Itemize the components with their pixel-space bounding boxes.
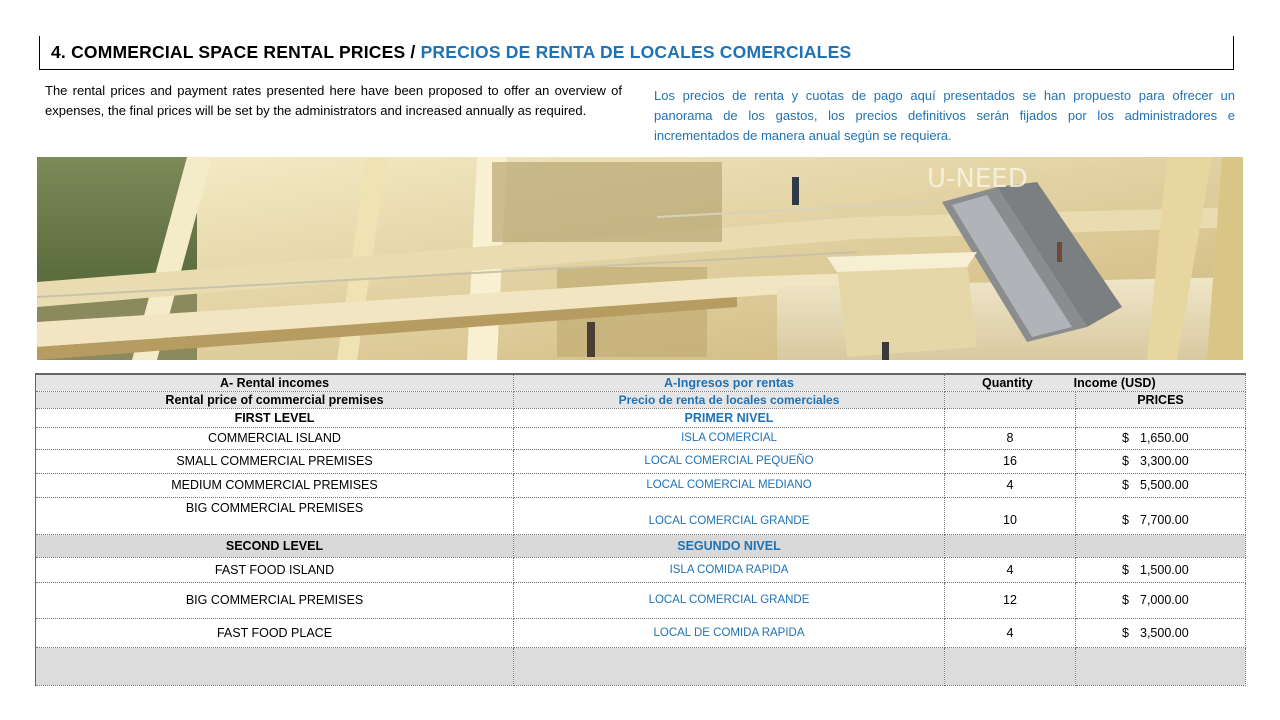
- mall-interior-rendering: [37, 157, 1243, 360]
- svg-text:U-NEED: U-NEED: [927, 164, 1028, 194]
- row-es: LOCAL COMERCIAL PEQUEÑO: [514, 449, 945, 473]
- table-row: [36, 427, 1246, 449]
- row-es: ISLA COMIDA RAPIDA: [514, 557, 945, 582]
- row-es: LOCAL COMERCIAL GRANDE: [514, 582, 945, 618]
- row-price: [1076, 557, 1246, 582]
- row-en: MEDIUM COMMERCIAL PREMISES: [36, 473, 514, 497]
- table-row: [36, 497, 1246, 534]
- subheader-empty: [945, 391, 1076, 408]
- row-quantity: 4: [945, 557, 1076, 582]
- second-level-english: SECOND LEVEL: [36, 534, 514, 557]
- row-quantity: 12: [945, 582, 1076, 618]
- row-quantity: 10: [945, 497, 1076, 534]
- price-value: 1,500.00: [1140, 562, 1189, 577]
- table-row: [36, 557, 1246, 582]
- price-value: 3,500.00: [1140, 625, 1189, 640]
- first-level-english: FIRST LEVEL: [36, 408, 514, 427]
- subheader-prices: PRICES: [1076, 391, 1246, 408]
- header-spanish: A-Ingresos por rentas: [514, 374, 945, 391]
- row-quantity: 4: [945, 473, 1076, 497]
- row-en: BIG COMMERCIAL PREMISES: [36, 582, 514, 618]
- price-value: 5,500.00: [1140, 478, 1189, 492]
- row-es: LOCAL COMERCIAL MEDIANO: [514, 473, 945, 497]
- header-income: Income (USD): [1073, 375, 1156, 390]
- price-value: 7,700.00: [1140, 512, 1189, 527]
- currency-symbol: $: [1122, 625, 1129, 640]
- first-level-row: [36, 408, 1246, 427]
- price-value: 7,000.00: [1140, 593, 1189, 607]
- second-level-spanish: SEGUNDO NIVEL: [514, 534, 945, 557]
- header-quantity-income: [945, 374, 1246, 391]
- first-level-spanish: PRIMER NIVEL: [514, 408, 945, 427]
- title-number: 4.: [51, 42, 66, 62]
- row-price: [1076, 473, 1246, 497]
- table-header-row: [36, 374, 1246, 391]
- row-price: [1076, 618, 1246, 647]
- title-spanish: PRECIOS DE RENTA DE LOCALES COMERCIALES: [420, 42, 852, 62]
- subheader-english: Rental price of commercial premises: [36, 391, 514, 408]
- section-title: [51, 42, 851, 63]
- intro-spanish: Los precios de renta y cuotas de pago aquí presentados se han propuesto para ofrecer un panorama de los gastos, los precios definitivos serán fijados por los administradores e incrementados de manera anual según se requiera.: [654, 88, 1235, 143]
- row-quantity: 16: [945, 449, 1076, 473]
- currency-symbol: $: [1122, 431, 1129, 445]
- currency-symbol: $: [1122, 593, 1129, 607]
- table-row: [36, 582, 1246, 618]
- table-row: [36, 618, 1246, 647]
- table-subheader-row: [36, 391, 1246, 408]
- row-price: [1076, 449, 1246, 473]
- table-footer-row: [36, 647, 1246, 685]
- table-row: [36, 449, 1246, 473]
- row-price: [1076, 582, 1246, 618]
- currency-symbol: $: [1122, 454, 1129, 468]
- row-quantity: 8: [945, 427, 1076, 449]
- row-en: COMMERCIAL ISLAND: [36, 427, 514, 449]
- row-en: BIG COMMERCIAL PREMISES: [36, 497, 514, 534]
- row-en: SMALL COMMERCIAL PREMISES: [36, 449, 514, 473]
- rental-prices-table: [35, 373, 1246, 686]
- price-value: 3,300.00: [1140, 454, 1189, 468]
- currency-symbol: $: [1122, 512, 1129, 527]
- row-quantity: 4: [945, 618, 1076, 647]
- row-price: [1076, 427, 1246, 449]
- currency-symbol: $: [1122, 562, 1129, 577]
- row-es: ISLA COMERCIAL: [514, 427, 945, 449]
- row-es: LOCAL COMERCIAL GRANDE: [514, 497, 945, 534]
- second-level-row: [36, 534, 1246, 557]
- price-value: 1,650.00: [1140, 431, 1189, 445]
- table-row: [36, 473, 1246, 497]
- intro-english: The rental prices and payment rates presented here have been proposed to offer an overview of expenses, the final prices will be set by the administrators and increased annually as required.: [45, 83, 622, 118]
- row-en: FAST FOOD PLACE: [36, 618, 514, 647]
- row-price: [1076, 497, 1246, 534]
- currency-symbol: $: [1122, 478, 1129, 492]
- subheader-spanish: Precio de renta de locales comerciales: [514, 391, 945, 408]
- row-en: FAST FOOD ISLAND: [36, 557, 514, 582]
- header-quantity: Quantity: [982, 375, 1033, 390]
- row-es: LOCAL DE COMIDA RAPIDA: [514, 618, 945, 647]
- title-english: COMMERCIAL SPACE RENTAL PRICES /: [71, 42, 416, 62]
- header-english: A- Rental incomes: [36, 374, 514, 391]
- section-title-box: [39, 36, 1234, 70]
